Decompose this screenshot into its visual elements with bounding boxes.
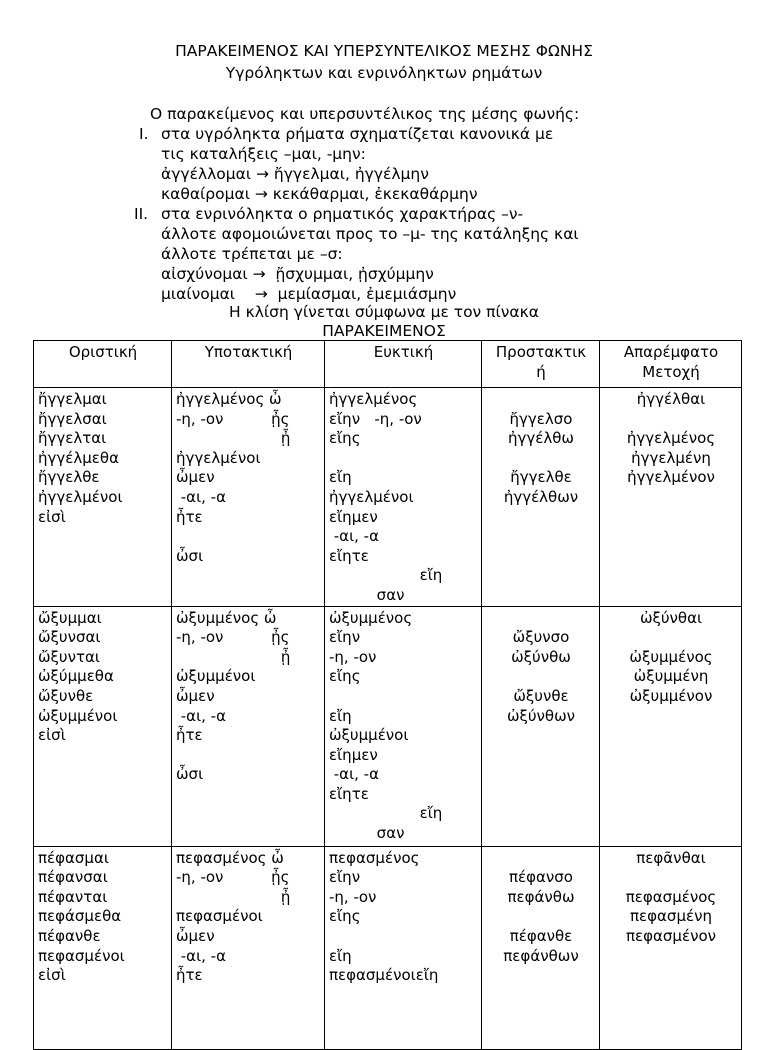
cell-ypotaktiki: ὠξυμμένος ὦ -η, -ον ᾖς ᾖ ὠξυμμένοι ὦμεν -αι, -α ἦτε ὦσι — [172, 606, 325, 846]
item2-example2: μιαίνομαι → μεμίασμαι, ἐμεμιάσμην — [161, 285, 457, 303]
list-marker-1: I. — [139, 125, 149, 143]
cell-efktiki: ἠγγελμένος εἴην -η, -ον εἴης εἴη ἠγγελμένοι εἴημεν -αι, -α εἴητε εἴη σαν — [325, 388, 482, 607]
cell-aparemfato: πεφᾶνθαι πεφασμένος πεφασμένη πεφασμένον — [600, 846, 742, 1049]
cell-prostaktiki: ὤξυνσο ὠξύνθω ὤξυνθε ὠξύνθων — [482, 606, 600, 846]
item2-line2: άλλοτε αφομοιώνεται προς το –μ- της κατάληξης και — [161, 225, 579, 243]
conjugation-table — [33, 340, 742, 1050]
header-oristiki: Οριστική — [34, 341, 172, 388]
cell-oristiki: ὤξυμμαι ὤξυνσαι ὤξυνται ὠξύμμεθα ὤξυνθε ὠξυμμένοι εἰσὶ — [34, 606, 172, 846]
cell-prostaktiki: ἤγγελσο ἠγγέλθω ἤγγελθε ἠγγέλθων — [482, 388, 600, 607]
item2-line3: άλλοτε τρέπεται με –σ: — [161, 245, 343, 263]
cell-efktiki: ὠξυμμένος εἴην -η, -ον εἴης εἴη ὠξυμμένοι εἴημεν -αι, -α εἴητε εἴη σαν — [325, 606, 482, 846]
conjugation-table-wrapper — [33, 340, 741, 1050]
table-header-row — [34, 341, 742, 388]
table-row — [34, 606, 742, 846]
table-row — [34, 846, 742, 1049]
cell-ypotaktiki: ἠγγελμένος ὦ -η, -ον ᾖς ᾖ ἠγγελμένοι ὦμεν -αι, -α ἦτε ὦσι — [172, 388, 325, 607]
list-marker-2: II. — [134, 205, 149, 223]
intro-text: Ο παρακείμενος και υπερσυντέλικος της μέσης φωνής: — [150, 105, 580, 123]
cell-aparemfato: ὠξύνθαι ὠξυμμένος ὠξυμμένη ὠξυμμένον — [600, 606, 742, 846]
cell-aparemfato: ἠγγέλθαι ἠγγελμένος ἠγγελμένη ἠγγελμένον — [600, 388, 742, 607]
item1-line1: στα υγρόληκτα ρήματα σχηματίζεται κανονικά με — [161, 125, 554, 143]
cell-prostaktiki: πέφανσο πεφάνθω πέφανθε πεφάνθων — [482, 846, 600, 1049]
header-efktiki: Ευκτική — [325, 341, 482, 388]
item2-example1: αἰσχύνομαι → ᾔσχυμμαι, ᾐσχύμμην — [161, 265, 434, 283]
item2-line1: στα ενρινόληκτα ο ρηματικός χαρακτήρας –ν- — [161, 205, 524, 223]
cell-efktiki: πεφασμένος εἴην -η, -ον εἴης εἴη πεφασμένοιεἴη — [325, 846, 482, 1049]
cell-oristiki: πέφασμαι πέφανσαι πέφανται πεφάσμεθα πέφανθε πεφασμένοι εἰσὶ — [34, 846, 172, 1049]
header-aparemfato: Απαρέμφατο Μετοχή — [600, 341, 742, 388]
table-title: ΠΑΡΑΚΕΙΜΕΝΟΣ — [322, 322, 446, 340]
table-row — [34, 388, 742, 607]
document-title: ΠΑΡΑΚΕΙΜΕΝΟΣ ΚΑΙ ΥΠΕΡΣΥΝΤΕΛΙΚΟΣ ΜΕΣΗΣ ΦΩΝΗΣ — [175, 42, 593, 60]
item1-example2: καθαίρομαι → κεκάθαρμαι, ἐκεκαθάρμην — [161, 185, 478, 203]
item1-line2: τις καταλήξεις –μαι, -μην: — [161, 145, 366, 163]
header-prostaktiki: Προστακτικ ή — [482, 341, 600, 388]
cell-oristiki: ἤγγελμαι ἤγγελσαι ἤγγελται ἠγγέλμεθα ἤγγελθε ἠγγελμένοι εἰσὶ — [34, 388, 172, 607]
table-caption: Η κλίση γίνεται σύμφωνα με τον πίνακα — [229, 303, 539, 321]
document-subtitle: Υγρόληκτων και ενρινόληκτων ρημάτων — [225, 64, 543, 82]
header-ypotaktiki: Υποτακτική — [172, 341, 325, 388]
cell-ypotaktiki: πεφασμένος ὦ -η, -ον ᾖς ᾖ πεφασμένοι ὦμεν -αι, -α ἦτε — [172, 846, 325, 1049]
item1-example1: ἀγγέλλομαι → ἤγγελμαι, ἠγγέλμην — [161, 165, 429, 183]
